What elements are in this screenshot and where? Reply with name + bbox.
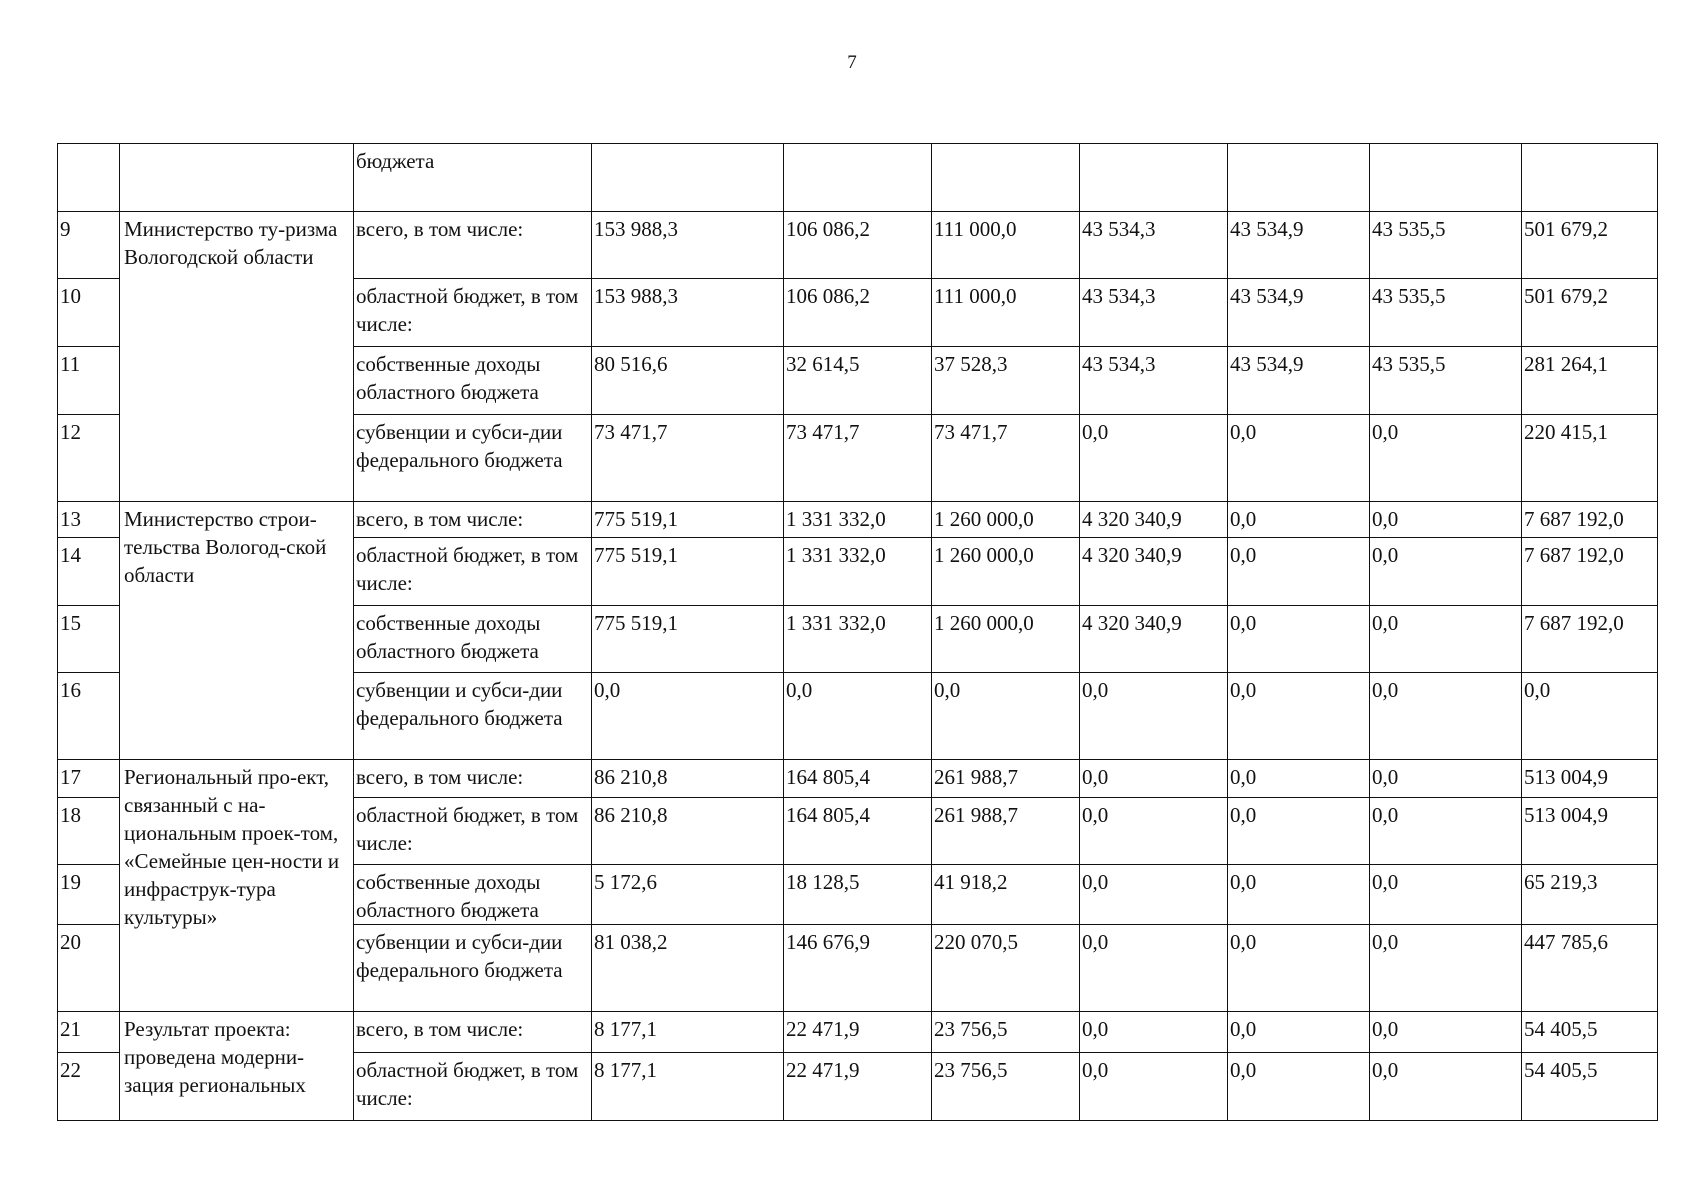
value-cell: 0,0 (1080, 798, 1228, 865)
value-cell: 4 320 340,9 (1080, 538, 1228, 606)
value-cell: 54 405,5 (1522, 1053, 1658, 1121)
value-cell: 0,0 (1370, 1053, 1522, 1121)
value-cell: 32 614,5 (784, 347, 932, 415)
value-cell: 153 988,3 (592, 212, 784, 279)
row-number: 14 (58, 538, 120, 606)
funding-source-cell: собственные доходы областного бюджета (354, 865, 592, 925)
row-number: 10 (58, 279, 120, 347)
value-cell: 1 331 332,0 (784, 538, 932, 606)
value-cell: 7 687 192,0 (1522, 502, 1658, 538)
value-cell: 0,0 (1370, 798, 1522, 865)
row-number (58, 144, 120, 212)
value-cell: 164 805,4 (784, 798, 932, 865)
value-cell: 261 988,7 (932, 760, 1080, 798)
value-cell: 1 260 000,0 (932, 606, 1080, 673)
budget-table (57, 143, 1658, 1121)
value-cell (1228, 144, 1370, 212)
value-cell: 73 471,7 (784, 415, 932, 502)
table-row (58, 502, 1658, 538)
value-cell: 73 471,7 (932, 415, 1080, 502)
value-cell: 0,0 (1080, 760, 1228, 798)
funding-source-cell: субвенции и субси-дии федерального бюджета (354, 673, 592, 760)
value-cell: 43 534,3 (1080, 212, 1228, 279)
funding-source-cell: областной бюджет, в том числе: (354, 279, 592, 347)
value-cell: 4 320 340,9 (1080, 502, 1228, 538)
funding-source-cell: всего, в том числе: (354, 760, 592, 798)
value-cell: 0,0 (1370, 415, 1522, 502)
funding-source-cell: субвенции и субси-дии федерального бюджета (354, 415, 592, 502)
value-cell: 111 000,0 (932, 212, 1080, 279)
row-number: 12 (58, 415, 120, 502)
row-number: 16 (58, 673, 120, 760)
organization-cell: Региональный про-ект, связанный с на-циональным проек-том, «Семейные цен-ности и инфраструк-тура культуры» (120, 760, 354, 1012)
value-cell: 501 679,2 (1522, 212, 1658, 279)
value-cell: 23 756,5 (932, 1012, 1080, 1053)
value-cell: 4 320 340,9 (1080, 606, 1228, 673)
value-cell: 0,0 (1080, 673, 1228, 760)
value-cell: 0,0 (1228, 865, 1370, 925)
row-number: 21 (58, 1012, 120, 1053)
funding-source-cell: всего, в том числе: (354, 1012, 592, 1053)
value-cell (1522, 144, 1658, 212)
table-row (58, 144, 1658, 212)
value-cell: 0,0 (1522, 673, 1658, 760)
value-cell: 0,0 (1080, 415, 1228, 502)
funding-source-cell: всего, в том числе: (354, 502, 592, 538)
table-row (58, 760, 1658, 798)
value-cell: 0,0 (1228, 606, 1370, 673)
value-cell: 501 679,2 (1522, 279, 1658, 347)
value-cell: 0,0 (592, 673, 784, 760)
value-cell: 0,0 (932, 673, 1080, 760)
funding-source-cell: собственные доходы областного бюджета (354, 606, 592, 673)
value-cell: 1 331 332,0 (784, 502, 932, 538)
value-cell: 43 535,5 (1370, 347, 1522, 415)
value-cell: 5 172,6 (592, 865, 784, 925)
value-cell (1080, 144, 1228, 212)
organization-cell: Результат проекта: проведена модерни-зация региональных (120, 1012, 354, 1121)
value-cell: 43 535,5 (1370, 212, 1522, 279)
row-number: 19 (58, 865, 120, 925)
value-cell: 80 516,6 (592, 347, 784, 415)
value-cell: 0,0 (1228, 502, 1370, 538)
value-cell: 0,0 (1370, 1012, 1522, 1053)
value-cell: 447 785,6 (1522, 925, 1658, 1012)
value-cell: 513 004,9 (1522, 798, 1658, 865)
funding-source-cell: областной бюджет, в том числе: (354, 538, 592, 606)
value-cell: 0,0 (1370, 538, 1522, 606)
table-row (58, 212, 1658, 279)
value-cell: 1 260 000,0 (932, 502, 1080, 538)
value-cell: 22 471,9 (784, 1053, 932, 1121)
value-cell: 106 086,2 (784, 212, 932, 279)
value-cell (932, 144, 1080, 212)
value-cell: 86 210,8 (592, 798, 784, 865)
value-cell: 220 070,5 (932, 925, 1080, 1012)
value-cell: 775 519,1 (592, 538, 784, 606)
value-cell: 0,0 (1080, 1053, 1228, 1121)
value-cell: 111 000,0 (932, 279, 1080, 347)
value-cell: 23 756,5 (932, 1053, 1080, 1121)
value-cell: 220 415,1 (1522, 415, 1658, 502)
row-number: 11 (58, 347, 120, 415)
value-cell: 106 086,2 (784, 279, 932, 347)
row-number: 18 (58, 798, 120, 865)
value-cell (784, 144, 932, 212)
value-cell: 0,0 (1370, 760, 1522, 798)
value-cell: 22 471,9 (784, 1012, 932, 1053)
value-cell: 18 128,5 (784, 865, 932, 925)
funding-source-cell: областной бюджет, в том числе: (354, 1053, 592, 1121)
row-number: 15 (58, 606, 120, 673)
value-cell: 0,0 (1080, 925, 1228, 1012)
table-row (58, 1012, 1658, 1053)
value-cell: 43 534,3 (1080, 279, 1228, 347)
value-cell: 81 038,2 (592, 925, 784, 1012)
value-cell: 0,0 (1228, 925, 1370, 1012)
value-cell: 7 687 192,0 (1522, 538, 1658, 606)
value-cell: 37 528,3 (932, 347, 1080, 415)
value-cell: 513 004,9 (1522, 760, 1658, 798)
value-cell: 775 519,1 (592, 606, 784, 673)
value-cell: 86 210,8 (592, 760, 784, 798)
row-number: 17 (58, 760, 120, 798)
value-cell: 43 534,9 (1228, 212, 1370, 279)
value-cell: 8 177,1 (592, 1012, 784, 1053)
row-number: 22 (58, 1053, 120, 1121)
value-cell: 0,0 (1228, 673, 1370, 760)
value-cell: 0,0 (1228, 1012, 1370, 1053)
value-cell: 43 535,5 (1370, 279, 1522, 347)
value-cell: 7 687 192,0 (1522, 606, 1658, 673)
value-cell: 41 918,2 (932, 865, 1080, 925)
value-cell: 73 471,7 (592, 415, 784, 502)
value-cell: 43 534,9 (1228, 279, 1370, 347)
value-cell: 1 331 332,0 (784, 606, 932, 673)
value-cell: 0,0 (784, 673, 932, 760)
value-cell: 0,0 (1370, 925, 1522, 1012)
value-cell: 0,0 (1370, 502, 1522, 538)
value-cell: 0,0 (1080, 865, 1228, 925)
value-cell: 0,0 (1370, 865, 1522, 925)
funding-source-cell: всего, в том числе: (354, 212, 592, 279)
value-cell: 281 264,1 (1522, 347, 1658, 415)
row-number: 20 (58, 925, 120, 1012)
value-cell: 54 405,5 (1522, 1012, 1658, 1053)
organization-cell: Министерство строи-тельства Вологод-ской области (120, 502, 354, 760)
value-cell: 164 805,4 (784, 760, 932, 798)
funding-source-cell: областной бюджет, в том числе: (354, 798, 592, 865)
value-cell: 0,0 (1370, 673, 1522, 760)
value-cell: 0,0 (1080, 1012, 1228, 1053)
value-cell: 0,0 (1228, 538, 1370, 606)
row-number: 9 (58, 212, 120, 279)
value-cell: 261 988,7 (932, 798, 1080, 865)
value-cell: 43 534,3 (1080, 347, 1228, 415)
value-cell: 0,0 (1370, 606, 1522, 673)
value-cell: 775 519,1 (592, 502, 784, 538)
funding-source-cell: бюджета (354, 144, 592, 212)
value-cell: 153 988,3 (592, 279, 784, 347)
row-number: 13 (58, 502, 120, 538)
value-cell: 0,0 (1228, 1053, 1370, 1121)
value-cell (1370, 144, 1522, 212)
funding-source-cell: собственные доходы областного бюджета (354, 347, 592, 415)
organization-cell: Министерство ту-ризма Вологодской области (120, 212, 354, 502)
value-cell: 1 260 000,0 (932, 538, 1080, 606)
value-cell: 146 676,9 (784, 925, 932, 1012)
value-cell: 43 534,9 (1228, 347, 1370, 415)
value-cell: 8 177,1 (592, 1053, 784, 1121)
funding-source-cell: субвенции и субси-дии федерального бюджета (354, 925, 592, 1012)
value-cell: 0,0 (1228, 760, 1370, 798)
page-number: 7 (847, 52, 857, 73)
value-cell: 0,0 (1228, 415, 1370, 502)
organization-cell (120, 144, 354, 212)
value-cell: 65 219,3 (1522, 865, 1658, 925)
value-cell (592, 144, 784, 212)
value-cell: 0,0 (1228, 798, 1370, 865)
